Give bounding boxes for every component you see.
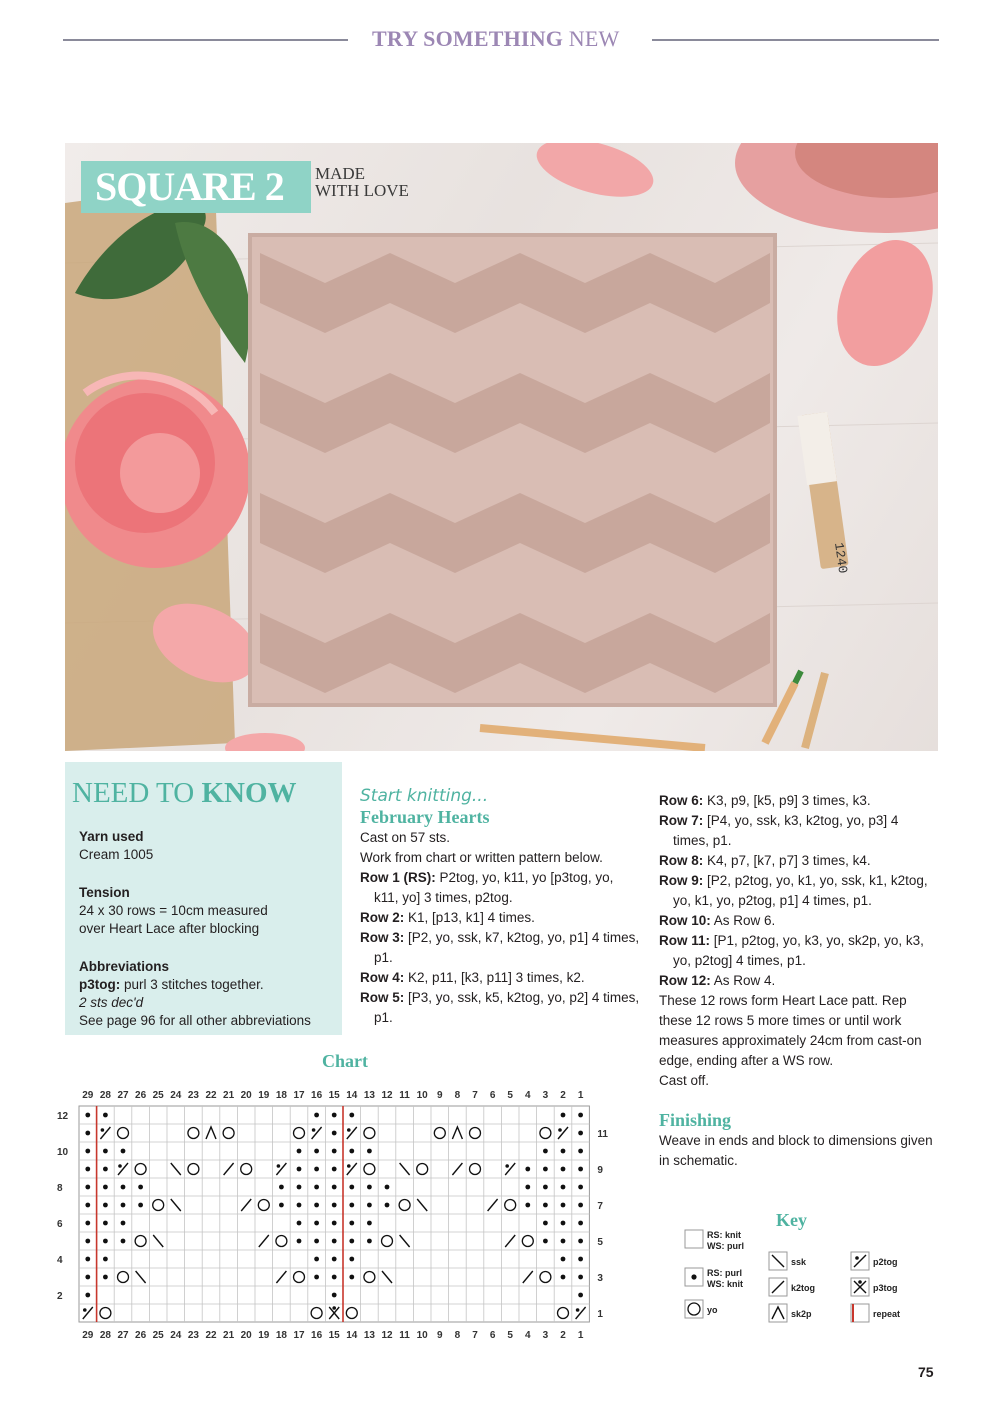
chart-purl-dot bbox=[561, 1149, 566, 1154]
chart-row-label: 3 bbox=[597, 1273, 603, 1284]
chart-column-label: 20 bbox=[240, 1090, 252, 1101]
chart-purl-dot bbox=[103, 1275, 108, 1280]
chart-purl-dot bbox=[297, 1203, 302, 1208]
chart-purl-dot bbox=[85, 1293, 90, 1298]
chart-purl-dot bbox=[85, 1239, 90, 1244]
key-label: sk2p bbox=[791, 1309, 812, 1319]
chart-purl-dot bbox=[525, 1167, 530, 1172]
chart-column-label: 18 bbox=[275, 1090, 287, 1101]
chart-column-label: 27 bbox=[117, 1330, 129, 1341]
chart-column-label: 24 bbox=[170, 1090, 182, 1101]
chart-purl-dot bbox=[543, 1203, 548, 1208]
chart-purl-dot bbox=[332, 1185, 337, 1190]
chart-column-label: 14 bbox=[346, 1090, 358, 1101]
chart-column-label: 8 bbox=[454, 1330, 461, 1341]
chart-column-label: 9 bbox=[437, 1090, 443, 1101]
chart-row-label: 5 bbox=[597, 1237, 603, 1248]
chart-column-label: 9 bbox=[437, 1330, 443, 1341]
chart-column-label: 22 bbox=[205, 1090, 217, 1101]
chart-purl-dot bbox=[578, 1239, 583, 1244]
chart-purl-dot bbox=[297, 1167, 302, 1172]
kicker: Start knitting... bbox=[360, 786, 489, 806]
chart-purl-dot bbox=[332, 1167, 337, 1172]
chart-purl-dot bbox=[349, 1149, 354, 1154]
pattern-column-2 bbox=[659, 791, 937, 1171]
section-title: TRY SOMETHING NEW bbox=[372, 26, 620, 51]
chart-column-label: 18 bbox=[275, 1330, 287, 1341]
chart-column-label: 11 bbox=[399, 1090, 410, 1101]
chart-purl-dot bbox=[367, 1239, 372, 1244]
chart-purl-dot bbox=[578, 1257, 583, 1262]
chart-column-label: 1 bbox=[577, 1330, 584, 1341]
chart-row-label: 4 bbox=[57, 1255, 63, 1266]
chart-column-label: 3 bbox=[542, 1090, 549, 1101]
chart-column-label: 26 bbox=[135, 1090, 147, 1101]
chart-key bbox=[683, 1226, 923, 1332]
chart-purl-dot bbox=[314, 1149, 319, 1154]
row-8: Row 8: K4, p7, [k7, p7] 3 times, k4. bbox=[659, 853, 871, 868]
chart-purl-dot bbox=[349, 1113, 354, 1118]
chart-column-label: 14 bbox=[346, 1330, 358, 1341]
chart-column-label: 4 bbox=[525, 1090, 531, 1101]
chart-purl-dot bbox=[349, 1239, 354, 1244]
row-12: Row 12: As Row 4. bbox=[659, 973, 776, 988]
chart-column-label: 1 bbox=[577, 1090, 584, 1101]
chart-column-label: 19 bbox=[258, 1090, 270, 1101]
chart-row-label: 6 bbox=[57, 1219, 63, 1230]
abbreviations-section: Abbreviations p3tog: purl 3 stitches together. 2 sts dec'd See page 96 for all other abbreviations bbox=[79, 959, 311, 1028]
chart-purl-dot bbox=[349, 1203, 354, 1208]
chart-column-label: 7 bbox=[472, 1330, 478, 1341]
chart-column-label: 6 bbox=[489, 1330, 496, 1341]
chart-p2tog-dot bbox=[558, 1128, 562, 1132]
row-2: Row 2: K1, [p13, k1] 4 times. bbox=[360, 910, 535, 925]
chart-purl-dot bbox=[103, 1239, 108, 1244]
chart-purl-dot bbox=[85, 1275, 90, 1280]
chart-column-label: 12 bbox=[381, 1090, 393, 1101]
key-label: RS: knit bbox=[707, 1230, 742, 1240]
chart-column-label: 2 bbox=[560, 1090, 566, 1101]
chart-column-label: 10 bbox=[416, 1090, 428, 1101]
chart-p2tog-dot bbox=[83, 1308, 87, 1312]
chart-p2tog-dot bbox=[277, 1164, 281, 1168]
chart-purl-dot bbox=[332, 1275, 337, 1280]
row-7: Row 7: [P4, yo, ssk, k3, k2tog, yo, p3] 4 times, p1. bbox=[659, 813, 899, 848]
chart-column-label: 29 bbox=[82, 1330, 94, 1341]
chart-purl-dot bbox=[332, 1257, 337, 1262]
chart-purl-dot bbox=[578, 1149, 583, 1154]
chart-column-label: 25 bbox=[152, 1090, 164, 1101]
chart-column-label: 25 bbox=[152, 1330, 164, 1341]
chart-purl-dot bbox=[561, 1203, 566, 1208]
key-label: ssk bbox=[791, 1257, 807, 1267]
chart-purl-dot bbox=[543, 1239, 548, 1244]
chart-purl-dot bbox=[332, 1221, 337, 1226]
chart-purl-dot bbox=[543, 1167, 548, 1172]
chart-purl-dot bbox=[349, 1185, 354, 1190]
chart-purl-dot bbox=[314, 1221, 319, 1226]
chart-column-label: 13 bbox=[363, 1330, 375, 1341]
chart-purl-dot bbox=[314, 1113, 319, 1118]
chart-purl-dot bbox=[103, 1149, 108, 1154]
chart-purl-dot bbox=[543, 1149, 548, 1154]
finishing-text: Weave in ends and block to dimensions given in schematic. bbox=[659, 1133, 933, 1168]
chart-purl-dot bbox=[332, 1203, 337, 1208]
chart-purl-dot bbox=[103, 1185, 108, 1190]
page-number: 75 bbox=[918, 1364, 934, 1380]
chart-purl-dot bbox=[332, 1239, 337, 1244]
knitting-chart bbox=[55, 1080, 635, 1342]
chart-column-label: 15 bbox=[328, 1330, 340, 1341]
row-5: Row 5: [P3, yo, ssk, k5, k2tog, yo, p2] 4 times, p1. bbox=[360, 990, 640, 1025]
chart-row-label: 8 bbox=[57, 1183, 63, 1194]
chart-row-label: 1 bbox=[597, 1309, 603, 1320]
header-rule-left bbox=[63, 39, 348, 41]
key-label: p2tog bbox=[873, 1257, 898, 1267]
chart-purl-dot bbox=[578, 1167, 583, 1172]
chart-p2tog-dot bbox=[347, 1128, 351, 1132]
square-subtitle: MADE WITH LOVE bbox=[315, 164, 409, 200]
chart-purl-dot bbox=[332, 1149, 337, 1154]
pattern-name: February Hearts bbox=[360, 807, 490, 827]
chart-column-label: 23 bbox=[187, 1090, 199, 1101]
chart-row-label: 2 bbox=[57, 1291, 63, 1302]
cast-off: Cast off. bbox=[659, 1073, 710, 1088]
chart-column-label: 4 bbox=[525, 1330, 531, 1341]
chart-purl-dot bbox=[561, 1113, 566, 1118]
chart-purl-dot bbox=[297, 1149, 302, 1154]
swatch-photo bbox=[65, 143, 938, 751]
chart-purl-dot bbox=[314, 1257, 319, 1262]
key-p3tog-dot bbox=[858, 1280, 862, 1284]
row-3: Row 3: [P2, yo, ssk, k7, k2tog, yo, p1] 4 times, p1. bbox=[360, 930, 640, 965]
key-blank-square-box bbox=[685, 1230, 703, 1248]
chart-p2tog-dot bbox=[312, 1128, 316, 1132]
key-label: k2tog bbox=[791, 1283, 816, 1293]
key-p2tog-dot bbox=[855, 1256, 859, 1260]
chart-p3tog-dot bbox=[332, 1306, 336, 1310]
chart-purl-dot bbox=[561, 1239, 566, 1244]
chart-purl-dot bbox=[297, 1221, 302, 1226]
key-purl-dot bbox=[691, 1274, 696, 1279]
work-from: Work from chart or written pattern below. bbox=[360, 850, 603, 865]
chart-row-label: 10 bbox=[57, 1147, 69, 1158]
chart-purl-dot bbox=[85, 1167, 90, 1172]
chart-purl-dot bbox=[385, 1185, 390, 1190]
chart-column-label: 19 bbox=[258, 1330, 270, 1341]
chart-p2tog-dot bbox=[505, 1164, 509, 1168]
chart-purl-dot bbox=[367, 1203, 372, 1208]
chart-column-label: 5 bbox=[507, 1090, 513, 1101]
chart-purl-dot bbox=[121, 1149, 126, 1154]
chart-purl-dot bbox=[561, 1185, 566, 1190]
chart-column-label: 10 bbox=[416, 1330, 428, 1341]
chart-purl-dot bbox=[543, 1221, 548, 1226]
chart-column-label: 17 bbox=[293, 1090, 305, 1101]
chart-purl-dot bbox=[314, 1167, 319, 1172]
chart-column-label: 28 bbox=[99, 1330, 111, 1341]
chart-p2tog-dot bbox=[576, 1308, 580, 1312]
chart-purl-dot bbox=[121, 1221, 126, 1226]
chart-purl-dot bbox=[314, 1185, 319, 1190]
chart-purl-dot bbox=[561, 1275, 566, 1280]
chart-purl-dot bbox=[85, 1113, 90, 1118]
chart-column-label: 16 bbox=[311, 1330, 323, 1341]
chart-column-label: 16 bbox=[311, 1090, 323, 1101]
key-title: Key bbox=[776, 1210, 807, 1230]
chart-purl-dot bbox=[103, 1203, 108, 1208]
key-label: WS: purl bbox=[707, 1241, 744, 1251]
chart-purl-dot bbox=[332, 1293, 337, 1298]
chart-purl-dot bbox=[121, 1239, 126, 1244]
pattern-column-1 bbox=[360, 786, 640, 1028]
row-9: Row 9: [P2, p2tog, yo, k1, yo, ssk, k1, k2tog, yo, k1, yo, p2tog, p1] 4 times, p1. bbox=[659, 873, 928, 908]
row-4: Row 4: K2, p11, [k3, p11] 3 times, k2. bbox=[360, 970, 585, 985]
chart-purl-dot bbox=[103, 1257, 108, 1262]
chart-purl-dot bbox=[385, 1203, 390, 1208]
chart-purl-dot bbox=[85, 1203, 90, 1208]
row-1: Row 1 (RS): P2tog, yo, k11, yo [p3tog, yo, k11, yo] 3 times, p2tog. bbox=[360, 870, 614, 905]
row-11: Row 11: [P1, p2tog, yo, k3, yo, sk2p, yo, k3, yo, p2tog] 4 times, p1. bbox=[659, 933, 924, 968]
chart-column-label: 26 bbox=[135, 1330, 147, 1341]
chart-purl-dot bbox=[578, 1221, 583, 1226]
need-to-know-panel bbox=[65, 762, 342, 1035]
chart-purl-dot bbox=[578, 1293, 583, 1298]
chart-purl-dot bbox=[121, 1203, 126, 1208]
chart-column-label: 28 bbox=[99, 1090, 111, 1101]
chart-column-label: 6 bbox=[489, 1090, 496, 1101]
key-label: yo bbox=[707, 1305, 718, 1315]
chart-purl-dot bbox=[578, 1113, 583, 1118]
key-label: RS: purl bbox=[707, 1268, 742, 1278]
chart-purl-dot bbox=[349, 1257, 354, 1262]
chart-column-label: 3 bbox=[542, 1330, 549, 1341]
chart-purl-dot bbox=[367, 1185, 372, 1190]
chart-purl-dot bbox=[367, 1221, 372, 1226]
chart-purl-dot bbox=[314, 1275, 319, 1280]
chart-column-label: 17 bbox=[293, 1330, 305, 1341]
chart-purl-dot bbox=[578, 1203, 583, 1208]
chart-column-label: 2 bbox=[560, 1330, 566, 1341]
chart-purl-dot bbox=[279, 1203, 284, 1208]
chart-purl-dot bbox=[349, 1275, 354, 1280]
chart-row-label: 7 bbox=[597, 1201, 603, 1212]
chart-purl-dot bbox=[349, 1221, 354, 1226]
chart-purl-dot bbox=[85, 1221, 90, 1226]
chart-purl-dot bbox=[279, 1185, 284, 1190]
key-label: repeat bbox=[873, 1309, 901, 1319]
svg-text:1240: 1240 bbox=[831, 541, 851, 575]
chart-purl-dot bbox=[85, 1257, 90, 1262]
chart-purl-dot bbox=[578, 1131, 583, 1136]
chart-purl-dot bbox=[314, 1203, 319, 1208]
chart-purl-dot bbox=[121, 1185, 126, 1190]
key-label: p3tog bbox=[873, 1283, 898, 1293]
chart-purl-dot bbox=[332, 1131, 337, 1136]
chart-purl-dot bbox=[314, 1239, 319, 1244]
header-rule-right bbox=[652, 39, 939, 41]
chart-column-label: 13 bbox=[363, 1090, 375, 1101]
chart-purl-dot bbox=[578, 1185, 583, 1190]
chart-column-label: 22 bbox=[205, 1330, 217, 1341]
chart-column-label: 21 bbox=[223, 1330, 235, 1341]
chart-purl-dot bbox=[85, 1185, 90, 1190]
chart-purl-dot bbox=[578, 1275, 583, 1280]
chart-column-label: 23 bbox=[187, 1330, 199, 1341]
chart-column-label: 27 bbox=[117, 1090, 129, 1101]
photo-illustration bbox=[65, 143, 938, 751]
chart-purl-dot bbox=[543, 1185, 548, 1190]
chart-purl-dot bbox=[367, 1149, 372, 1154]
yarn-section: Yarn used Cream 1005 bbox=[79, 829, 154, 862]
chart-purl-dot bbox=[103, 1113, 108, 1118]
chart-purl-dot bbox=[561, 1167, 566, 1172]
chart-column-label: 15 bbox=[328, 1090, 340, 1101]
chart-column-label: 11 bbox=[399, 1330, 410, 1341]
chart-purl-dot bbox=[332, 1113, 337, 1118]
chart-row-label: 12 bbox=[57, 1111, 69, 1122]
need-to-know-title: NEED TO KNOW bbox=[72, 777, 297, 809]
chart-purl-dot bbox=[561, 1257, 566, 1262]
chart-purl-dot bbox=[138, 1203, 143, 1208]
key-label: WS: knit bbox=[707, 1279, 743, 1289]
chart-column-label: 12 bbox=[381, 1330, 393, 1341]
chart-purl-dot bbox=[85, 1131, 90, 1136]
chart-purl-dot bbox=[85, 1149, 90, 1154]
chart-purl-dot bbox=[525, 1185, 530, 1190]
chart-row-label: 9 bbox=[597, 1165, 603, 1176]
chart-p2tog-dot bbox=[347, 1164, 351, 1168]
chart-p2tog-dot bbox=[101, 1128, 105, 1132]
finishing-heading: Finishing bbox=[659, 1110, 732, 1130]
chart-column-label: 21 bbox=[223, 1090, 235, 1101]
row-10: Row 10: As Row 6. bbox=[659, 913, 776, 928]
row-6: Row 6: K3, p9, [k5, p9] 3 times, k3. bbox=[659, 793, 871, 808]
chart-column-label: 5 bbox=[507, 1330, 513, 1341]
chart-p2tog-dot bbox=[118, 1164, 122, 1168]
chart-column-label: 29 bbox=[82, 1090, 94, 1101]
chart-column-label: 8 bbox=[454, 1090, 461, 1101]
square-badge: SQUARE 2 bbox=[81, 161, 311, 213]
chart-purl-dot bbox=[297, 1239, 302, 1244]
chart-purl-dot bbox=[561, 1221, 566, 1226]
chart-purl-dot bbox=[138, 1185, 143, 1190]
chart-purl-dot bbox=[525, 1203, 530, 1208]
cast-on: Cast on 57 sts. bbox=[360, 830, 451, 845]
chart-purl-dot bbox=[103, 1167, 108, 1172]
chart-purl-dot bbox=[103, 1221, 108, 1226]
tension-section: Tension 24 x 30 rows = 10cm measured over Heart Lace after blocking bbox=[79, 885, 268, 936]
chart-title: Chart bbox=[322, 1051, 368, 1071]
chart-column-label: 7 bbox=[472, 1090, 478, 1101]
closing-text: These 12 rows form Heart Lace patt. Rep these 12 rows 5 more times or until work measures approximately 24cm from cast-on edge, ending after a WS row. bbox=[659, 993, 922, 1068]
chart-column-label: 20 bbox=[240, 1330, 252, 1341]
chart-row-label: 11 bbox=[597, 1129, 608, 1140]
chart-column-label: 24 bbox=[170, 1330, 182, 1341]
chart-purl-dot bbox=[297, 1185, 302, 1190]
